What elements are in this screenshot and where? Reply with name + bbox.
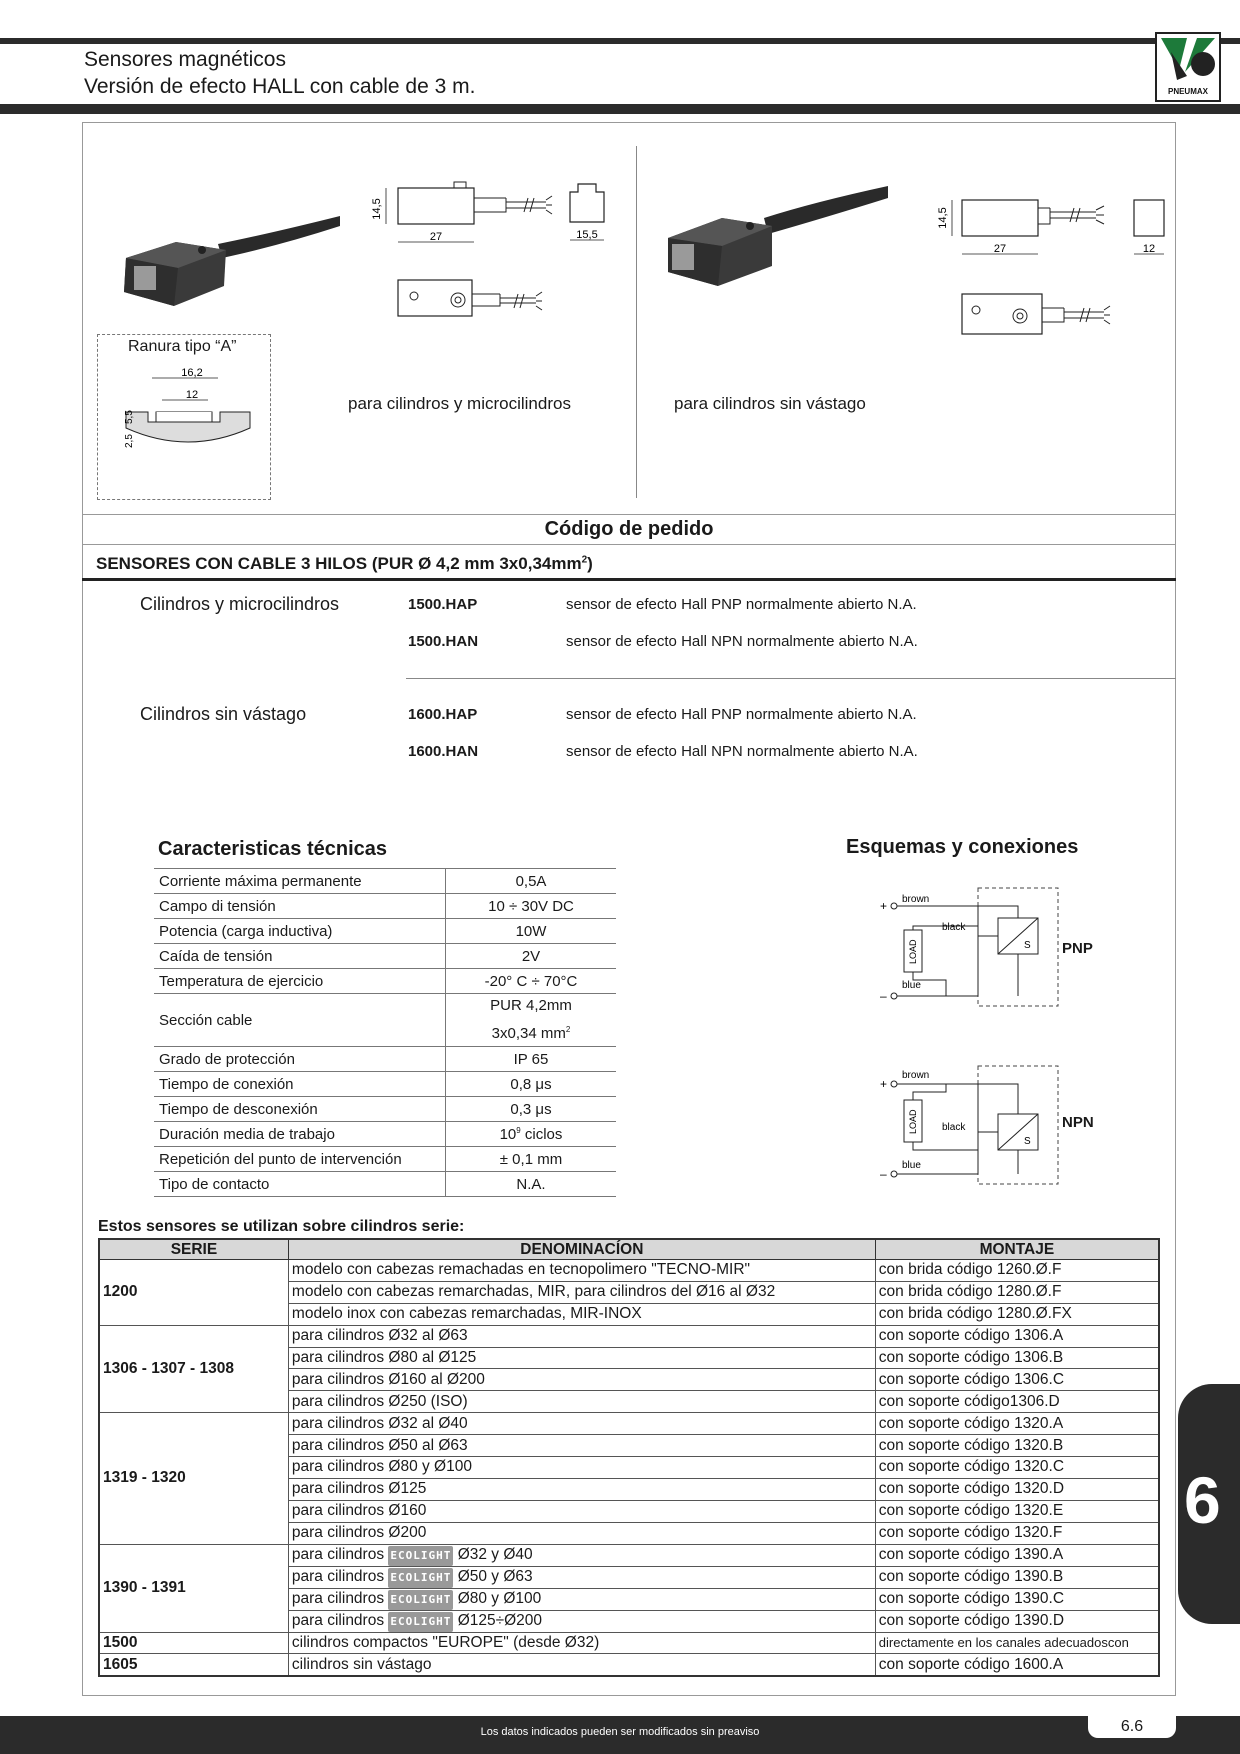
order-code: 1600.HAP	[408, 706, 478, 723]
table-row	[99, 1325, 1159, 1347]
denominacion-cell: cilindros sin vástago	[288, 1654, 875, 1676]
tech-row: Tipo de contacto N.A.	[154, 1172, 616, 1197]
pneumax-logo	[1155, 32, 1221, 102]
header-serie: SERIE	[99, 1239, 288, 1260]
tech-row: Tiempo de desconexión 0,3 μs	[154, 1097, 616, 1122]
order-description: sensor de efecto Hall PNP normalmente abierto N.A.	[566, 706, 917, 723]
order-code: 1500.HAP	[408, 596, 478, 613]
order-group-divider	[406, 678, 1176, 679]
denominacion-cell: modelo con cabezas remachadas en tecnopolimero "TECNO-MIR"	[288, 1260, 875, 1282]
page-number: 6.6	[1088, 1714, 1176, 1738]
footer-note: Los datos indicados pueden ser modificados sin preaviso	[480, 1726, 760, 1738]
drawing-right-side-view	[920, 190, 1120, 271]
drawing-left-top-view	[396, 276, 556, 327]
tech-row: Grado de protección IP 65	[154, 1047, 616, 1072]
svg-text:+: +	[880, 899, 888, 913]
tech-row: Repetición del punto de intervención ± 0,1 mm	[154, 1147, 616, 1172]
drawing-right-top-view	[960, 290, 1120, 343]
montaje-cell: con brida código 1280.Ø.FX	[875, 1303, 1159, 1325]
tech-row: Duración media de trabajo $10^9$ ciclos	[154, 1122, 616, 1147]
svg-text:brown: brown	[902, 894, 930, 905]
serie-cell: 1390 - 1391	[99, 1544, 288, 1632]
svg-text:5,5: 5,5	[124, 410, 135, 424]
svg-text:14,5: 14,5	[937, 207, 949, 229]
header-denominacion: DENOMINACÍON	[288, 1239, 875, 1260]
montaje-cell: con soporte código1306.D	[875, 1391, 1159, 1413]
groove-drawing	[120, 366, 260, 471]
denominacion-cell: para cilindros Ø32 al Ø63	[288, 1325, 875, 1347]
serie-cell: 1500	[99, 1632, 288, 1654]
montaje-cell: con soporte código 1600.A	[875, 1654, 1159, 1676]
montaje-cell: con brida código 1280.Ø.F	[875, 1281, 1159, 1303]
denominacion-cell: para cilindros ECOLIGHT Ø80 y Ø100	[288, 1588, 875, 1610]
series-intro: Estos sensores se utilizan sobre cilindros serie:	[98, 1218, 465, 1235]
drawing-left-side-view	[356, 176, 586, 261]
montaje-cell: con soporte código 1390.C	[875, 1588, 1159, 1610]
svg-text:12: 12	[185, 389, 199, 401]
page-title: Sensores magnéticos	[84, 48, 286, 71]
svg-text:27: 27	[993, 243, 1007, 255]
tech-row: Tiempo de conexión 0,8 μs	[154, 1072, 616, 1097]
svg-text:LOAD: LOAD	[908, 1109, 918, 1134]
npn-label: NPN	[1062, 1114, 1094, 1131]
svg-text:16,2: 16,2	[181, 367, 203, 379]
svg-text:S: S	[1024, 940, 1031, 951]
serie-cell: 1200	[99, 1260, 288, 1326]
table-row	[99, 1260, 1159, 1282]
serie-cell: 1605	[99, 1654, 288, 1676]
denominacion-cell: para cilindros Ø80 y Ø100	[288, 1457, 875, 1479]
montaje-cell: con soporte código 1390.D	[875, 1610, 1159, 1632]
svg-text:12: 12	[1142, 243, 1156, 255]
caption-cylinders-microcylinders: para cilindros y microcilindros	[348, 394, 571, 413]
montaje-cell: con soporte código 1390.A	[875, 1544, 1159, 1566]
denominacion-cell: para cilindros ECOLIGHT Ø32 y Ø40	[288, 1544, 875, 1566]
svg-text:blue: blue	[902, 1160, 921, 1171]
montaje-cell: con soporte código 1390.B	[875, 1566, 1159, 1588]
tech-row: Caída de tensión 2V	[154, 944, 616, 969]
montaje-cell: con brida código 1260.Ø.F	[875, 1260, 1159, 1282]
denominacion-cell: para cilindros Ø125	[288, 1478, 875, 1500]
sensor-photo-left	[118, 214, 348, 319]
tech-row: Campo di tensión 10 ÷ 30V DC	[154, 894, 616, 919]
tech-row: Sección cable PUR 4,2mm 3x0,34 $mm^2$	[154, 994, 616, 1047]
svg-text:15,5: 15,5	[576, 229, 598, 241]
table-row	[99, 1654, 1159, 1676]
montaje-cell: con soporte código 1320.F	[875, 1522, 1159, 1544]
series-table-wrap	[98, 1238, 1160, 1677]
denominacion-cell: para cilindros Ø80 al Ø125	[288, 1347, 875, 1369]
order-description: sensor de efecto Hall PNP normalmente abierto N.A.	[566, 596, 917, 613]
montaje-cell: con soporte código 1320.A	[875, 1413, 1159, 1435]
montaje-cell: con soporte código 1306.B	[875, 1347, 1159, 1369]
svg-text:blue: blue	[902, 980, 921, 991]
sensor-photo-right	[664, 182, 894, 297]
montaje-cell: directamente en los canales adecuadoscon	[875, 1632, 1159, 1654]
section-divider	[82, 544, 1176, 545]
montaje-cell: con soporte código 1320.E	[875, 1500, 1159, 1522]
page-subtitle: Versión de efecto HALL con cable de 3 m.	[84, 75, 476, 98]
tech-row: Corriente máxima permanente 0,5A	[154, 869, 616, 894]
series-table	[98, 1238, 1160, 1677]
drawing-right-end-view	[1130, 198, 1170, 271]
order-code: 1500.HAN	[408, 633, 479, 650]
image-divider	[636, 146, 637, 498]
pnp-label: PNP	[1062, 940, 1093, 957]
drawing-left-end-view	[566, 180, 612, 255]
denominacion-cell: modelo con cabezas remarchadas, MIR, para cilindros del Ø16 al Ø32	[288, 1281, 875, 1303]
caption-rodless-cylinders: para cilindros sin vástago	[674, 394, 866, 413]
order-subtitle: SENSORES CON CABLE 3 HILOS (PUR Ø 4,2 mm $3x0,34mm^2$)	[96, 554, 593, 573]
denominacion-cell: cilindros compactos "EUROPE" (desde Ø32)	[288, 1632, 875, 1654]
header-montaje: MONTAJE	[875, 1239, 1159, 1260]
denominacion-cell: modelo inox con cabezas remarchadas, MIR-INOX	[288, 1303, 875, 1325]
header-top-bar	[0, 38, 1240, 44]
montaje-cell: con soporte código 1320.D	[875, 1478, 1159, 1500]
order-code-title: Código de pedido	[544, 518, 714, 540]
tech-table	[154, 869, 616, 1197]
denominacion-cell: para cilindros Ø50 al Ø63	[288, 1435, 875, 1457]
series-header-row	[99, 1239, 1159, 1260]
montaje-cell: con soporte código 1306.A	[875, 1325, 1159, 1347]
table-row	[99, 1632, 1159, 1654]
montaje-cell: con soporte código 1320.B	[875, 1435, 1159, 1457]
svg-text:2,5: 2,5	[124, 434, 135, 448]
header-bottom-bar	[0, 104, 1240, 114]
denominacion-cell: para cilindros Ø250 (ISO)	[288, 1391, 875, 1413]
denominacion-cell: para cilindros ECOLIGHT Ø50 y Ø63	[288, 1566, 875, 1588]
table-row	[99, 1544, 1159, 1566]
order-code: 1600.HAN	[408, 743, 479, 760]
npn-wiring-diagram	[874, 1062, 1074, 1197]
pnp-wiring-diagram	[874, 884, 1074, 1019]
order-subtitle-rule	[82, 578, 1176, 581]
denominacion-cell: para cilindros Ø160	[288, 1500, 875, 1522]
denominacion-cell: para cilindros ECOLIGHT Ø125÷Ø200	[288, 1610, 875, 1632]
svg-text:black: black	[942, 1122, 966, 1133]
serie-cell: 1319 - 1320	[99, 1413, 288, 1544]
montaje-cell: con soporte código 1320.C	[875, 1457, 1159, 1479]
ecolight-logo: ECOLIGHT	[388, 1568, 453, 1588]
ecolight-logo: ECOLIGHT	[388, 1612, 453, 1632]
svg-text:black: black	[942, 922, 966, 933]
svg-text:S: S	[1024, 1136, 1031, 1147]
order-description: sensor de efecto Hall NPN normalmente abierto N.A.	[566, 633, 918, 650]
table-row	[99, 1413, 1159, 1435]
tech-row: Potencia (carga inductiva) 10W	[154, 919, 616, 944]
svg-text:14,5: 14,5	[371, 198, 383, 220]
groove-title: Ranura tipo “A”	[128, 338, 237, 355]
schemes-title: Esquemas y conexiones	[846, 836, 1079, 858]
svg-text:brown: brown	[902, 1070, 930, 1081]
svg-text:–: –	[880, 989, 887, 1003]
denominacion-cell: para cilindros Ø160 al Ø200	[288, 1369, 875, 1391]
svg-text:+: +	[880, 1077, 888, 1091]
ecolight-logo: ECOLIGHT	[388, 1590, 453, 1610]
tech-title: Caracteristicas técnicas	[158, 838, 388, 860]
serie-cell: 1306 - 1307 - 1308	[99, 1325, 288, 1413]
order-group-label: Cilindros y microcilindros	[140, 594, 340, 614]
svg-text:PNEUMAX: PNEUMAX	[1167, 87, 1209, 96]
tech-table-wrap	[154, 868, 616, 1197]
section-divider	[82, 514, 1176, 515]
svg-text:27: 27	[429, 231, 443, 243]
montaje-cell: con soporte código 1306.C	[875, 1369, 1159, 1391]
order-group-label: Cilindros sin vástago	[140, 704, 307, 724]
tech-row: Temperatura de ejercicio -20° C ÷ 70°C	[154, 969, 616, 994]
denominacion-cell: para cilindros Ø200	[288, 1522, 875, 1544]
svg-text:LOAD: LOAD	[908, 939, 918, 964]
svg-text:–: –	[880, 1167, 887, 1181]
ecolight-logo: ECOLIGHT	[388, 1546, 453, 1566]
denominacion-cell: para cilindros Ø32 al Ø40	[288, 1413, 875, 1435]
section-tab: 6	[1178, 1384, 1240, 1624]
order-description: sensor de efecto Hall NPN normalmente abierto N.A.	[566, 743, 918, 760]
